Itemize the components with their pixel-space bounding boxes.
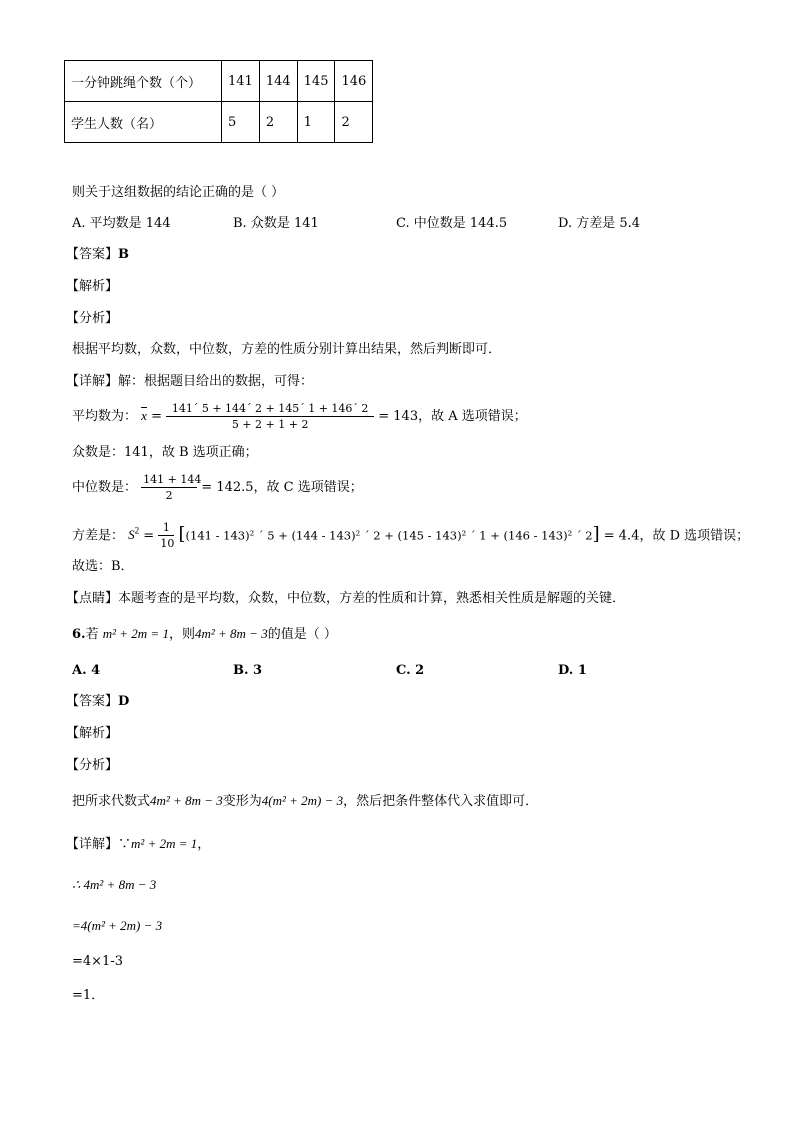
q6-step1: ∴ 4m² + 8m − 3 — [72, 877, 157, 892]
bracket-right: ] — [592, 523, 600, 545]
median-numerator: 141 + 144 — [143, 473, 202, 486]
detail-text: 解：根据题目给出的数据，可得： — [118, 374, 314, 389]
comment-text: 本题考查的是平均数，众数，中位数，方差的性质和计算，熟悉相关性质是解题的关键． — [118, 591, 626, 606]
median-fraction — [141, 472, 202, 503]
mean-fraction — [166, 401, 374, 432]
table-cell: 1 — [297, 102, 335, 143]
answer-tag: 【答案】 — [66, 247, 119, 262]
mean-denominator: 5 + 2 + 1 + 2 — [231, 418, 309, 431]
q6-answer-line — [66, 692, 129, 712]
q6-fenxi-expr2: 4(m² + 2m) − 3 — [261, 793, 344, 808]
mean-label: 平均数为： — [72, 409, 138, 424]
q6-fenxi-line — [72, 791, 538, 812]
option-b: B. 众数是 141 — [233, 216, 319, 231]
q6-step2: =4(m² + 2m) − 3 — [72, 918, 163, 933]
option-c: C. 中位数是 144.5 — [396, 216, 508, 231]
detail-line — [66, 372, 313, 392]
detail-tag: 【详解】 — [66, 837, 119, 852]
table-cell: 2 — [259, 102, 297, 143]
q6-fenxi-expr1: 4m² + 8m − 3 — [150, 793, 223, 808]
analysis-tag: 【解析】 — [66, 279, 119, 294]
because-symbol: ∵ — [118, 837, 132, 852]
q6-step3: =4×1-3 — [72, 954, 123, 969]
var-expr: (141 - 143)² ´ 5 + (144 - 143)² ´ 2 + (145 - 143)² ´ 1 + (146 - 143)² ´ 2 — [185, 528, 593, 543]
table-cell: 146 — [335, 61, 373, 102]
q6-condition: m² + 2m = 1 — [102, 626, 169, 641]
table-row — [65, 102, 373, 143]
q6-option-a: A. 4 — [72, 663, 101, 678]
mean-line — [72, 400, 527, 433]
fenxi-tag: 【分析】 — [66, 311, 119, 326]
table-cell: 5 — [222, 102, 260, 143]
q6-option-c: C. 2 — [396, 663, 425, 678]
table-cell: 145 — [297, 61, 335, 102]
comment-line — [66, 589, 625, 609]
equals-sign: = — [143, 528, 155, 544]
variance-line — [72, 515, 749, 552]
comment-tag: 【点睛】 — [66, 591, 119, 606]
detail-tag: 【详解】 — [66, 374, 119, 389]
table-row-label: 一分钟跳绳个数（个） — [65, 61, 222, 102]
table-row — [65, 61, 373, 102]
median-line — [72, 472, 363, 504]
table-cell: 141 — [222, 61, 260, 102]
answer-line — [66, 245, 129, 265]
q6-option-d: D. 1 — [558, 663, 587, 678]
s-squared: $S^2$ — [128, 526, 140, 543]
q6-target: 4m² + 8m − 3 — [194, 626, 268, 641]
q6-option-b: B. 3 — [233, 663, 263, 678]
bracket-left: [ — [178, 523, 186, 545]
choose-text: 故选：B． — [72, 559, 134, 574]
q6-fenxi-post: ，然后把条件整体代入求值即可． — [343, 794, 539, 809]
q6-stem-mid: ，则 — [168, 627, 195, 642]
q6-detail-line — [66, 834, 210, 855]
answer-value: D — [118, 694, 130, 709]
q6-fenxi-tag: 【分析】 — [66, 758, 119, 773]
table-cell: 144 — [259, 61, 297, 102]
q6-stem — [72, 624, 337, 645]
var-result: = 4.4 — [603, 528, 640, 544]
table-row-label: 学生人数（名） — [65, 102, 222, 143]
x-bar: $\overline{x}$ — [141, 408, 147, 423]
q6-stem-post: 的值是（ ） — [267, 627, 337, 642]
one-tenth — [158, 520, 174, 551]
median-label: 中位数是： — [72, 480, 138, 495]
mean-result: = 143 — [378, 409, 419, 424]
fenxi-text: 根据平均数，众数，中位数，方差的性质分别计算出结果，然后判断即可． — [72, 342, 502, 357]
q6-detail-cond: m² + 2m = 1 — [131, 836, 198, 851]
q6-fenxi-pre: 把所求代数式 — [72, 794, 151, 809]
q6-detail-comma: ， — [197, 837, 211, 852]
table-cell: 2 — [335, 102, 373, 143]
var-label: 方差是： — [72, 528, 125, 544]
mean-tail: ，故 A 选项错误； — [418, 409, 527, 424]
q6-fenxi-mid: 变形为 — [222, 794, 262, 809]
var-tail: ，故 D 选项错误； — [639, 528, 750, 544]
answer-value: B — [118, 247, 130, 262]
equals-sign: = — [151, 409, 162, 424]
q6-analysis-tag: 【解析】 — [66, 726, 119, 741]
median-tail: ，故 C 选项错误； — [253, 480, 363, 495]
option-a: A. 平均数是 144 — [72, 216, 171, 231]
mean-numerator: 141´ 5 + 144´ 2 + 145´ 1 + 146´ 2 — [166, 401, 374, 417]
median-denominator: 2 — [165, 489, 173, 502]
q6-number: 6. — [72, 627, 86, 642]
numerator: 1 — [158, 520, 174, 536]
q6-stem-pre: 若 — [85, 627, 99, 642]
denominator: 10 — [160, 537, 175, 551]
q6-step4: =1． — [72, 988, 105, 1003]
question-stem: 则关于这组数据的结论正确的是（ ） — [72, 185, 285, 200]
option-d: D. 方差是 5.4 — [558, 216, 641, 231]
median-result: = 142.5 — [201, 480, 254, 495]
mode-text: 众数是：141，故 B 选项正确； — [72, 445, 258, 460]
data-table — [64, 60, 373, 143]
answer-tag: 【答案】 — [66, 694, 119, 709]
